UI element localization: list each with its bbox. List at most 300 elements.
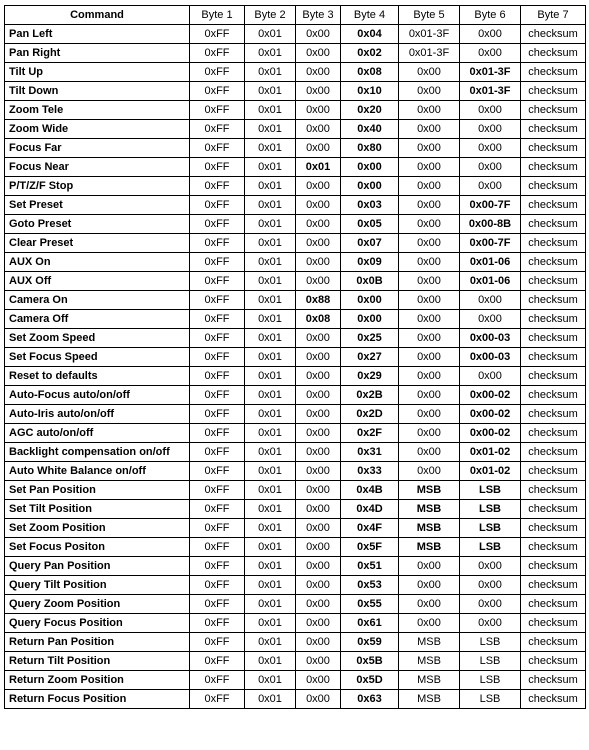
- byte-4-cell: 0x51: [341, 557, 399, 576]
- byte-4-cell: 0x00: [341, 291, 399, 310]
- table-row: [5, 462, 586, 481]
- byte-5-cell: 0x00: [399, 348, 460, 367]
- command-cell: Zoom Wide: [5, 120, 190, 139]
- byte-1-cell: 0xFF: [190, 120, 245, 139]
- byte-5-cell: 0x00: [399, 576, 460, 595]
- header-byte-2: Byte 2: [245, 6, 296, 25]
- byte-2-cell: 0x01: [245, 671, 296, 690]
- byte-6-cell: 0x00-03: [460, 348, 521, 367]
- byte-2-cell: 0x01: [245, 576, 296, 595]
- byte-6-cell: 0x00: [460, 25, 521, 44]
- byte-5-cell: 0x00: [399, 215, 460, 234]
- command-cell: AGC auto/on/off: [5, 424, 190, 443]
- command-cell: Clear Preset: [5, 234, 190, 253]
- byte-1-cell: 0xFF: [190, 63, 245, 82]
- table-row: [5, 500, 586, 519]
- byte-1-cell: 0xFF: [190, 367, 245, 386]
- table-row: [5, 82, 586, 101]
- byte-3-cell: 0x00: [296, 652, 341, 671]
- byte-2-cell: 0x01: [245, 500, 296, 519]
- byte-5-cell: MSB: [399, 671, 460, 690]
- byte-3-cell: 0x00: [296, 690, 341, 709]
- byte-5-cell: 0x00: [399, 82, 460, 101]
- byte-7-cell: checksum: [521, 633, 586, 652]
- byte-1-cell: 0xFF: [190, 462, 245, 481]
- byte-5-cell: 0x00: [399, 63, 460, 82]
- byte-6-cell: 0x00-8B: [460, 215, 521, 234]
- table-row: [5, 177, 586, 196]
- byte-2-cell: 0x01: [245, 82, 296, 101]
- byte-4-cell: 0x25: [341, 329, 399, 348]
- byte-4-cell: 0x05: [341, 215, 399, 234]
- byte-1-cell: 0xFF: [190, 500, 245, 519]
- command-cell: Return Pan Position: [5, 633, 190, 652]
- byte-3-cell: 0x01: [296, 158, 341, 177]
- command-cell: Return Focus Position: [5, 690, 190, 709]
- header-byte-7: Byte 7: [521, 6, 586, 25]
- byte-4-cell: 0x5B: [341, 652, 399, 671]
- table-row: [5, 63, 586, 82]
- table-row: [5, 443, 586, 462]
- command-cell: Set Focus Speed: [5, 348, 190, 367]
- command-cell: Query Focus Position: [5, 614, 190, 633]
- byte-7-cell: checksum: [521, 424, 586, 443]
- byte-2-cell: 0x01: [245, 234, 296, 253]
- byte-6-cell: 0x01-02: [460, 462, 521, 481]
- byte-3-cell: 0x08: [296, 310, 341, 329]
- byte-3-cell: 0x00: [296, 25, 341, 44]
- byte-4-cell: 0x80: [341, 139, 399, 158]
- table-row: [5, 348, 586, 367]
- byte-2-cell: 0x01: [245, 329, 296, 348]
- byte-1-cell: 0xFF: [190, 595, 245, 614]
- byte-7-cell: checksum: [521, 139, 586, 158]
- byte-6-cell: 0x00: [460, 101, 521, 120]
- byte-2-cell: 0x01: [245, 196, 296, 215]
- byte-2-cell: 0x01: [245, 44, 296, 63]
- table-row: [5, 538, 586, 557]
- command-cell: P/T/Z/F Stop: [5, 177, 190, 196]
- byte-5-cell: 0x00: [399, 234, 460, 253]
- command-cell: Return Tilt Position: [5, 652, 190, 671]
- byte-1-cell: 0xFF: [190, 234, 245, 253]
- byte-7-cell: checksum: [521, 576, 586, 595]
- byte-1-cell: 0xFF: [190, 614, 245, 633]
- byte-5-cell: 0x00: [399, 101, 460, 120]
- table-row: [5, 386, 586, 405]
- byte-2-cell: 0x01: [245, 215, 296, 234]
- byte-4-cell: 0x03: [341, 196, 399, 215]
- byte-3-cell: 0x00: [296, 405, 341, 424]
- command-cell: Tilt Down: [5, 82, 190, 101]
- header-command: Command: [5, 6, 190, 25]
- command-cell: Set Focus Positon: [5, 538, 190, 557]
- byte-4-cell: 0x59: [341, 633, 399, 652]
- command-cell: Set Preset: [5, 196, 190, 215]
- byte-4-cell: 0x10: [341, 82, 399, 101]
- byte-7-cell: checksum: [521, 652, 586, 671]
- byte-6-cell: LSB: [460, 652, 521, 671]
- byte-3-cell: 0x00: [296, 329, 341, 348]
- byte-7-cell: checksum: [521, 690, 586, 709]
- table-row: [5, 557, 586, 576]
- byte-5-cell: 0x00: [399, 272, 460, 291]
- byte-4-cell: 0x09: [341, 253, 399, 272]
- byte-5-cell: MSB: [399, 690, 460, 709]
- byte-4-cell: 0x4F: [341, 519, 399, 538]
- table-row: [5, 367, 586, 386]
- byte-2-cell: 0x01: [245, 177, 296, 196]
- byte-6-cell: 0x00: [460, 367, 521, 386]
- byte-1-cell: 0xFF: [190, 690, 245, 709]
- byte-3-cell: 0x00: [296, 557, 341, 576]
- byte-7-cell: checksum: [521, 44, 586, 63]
- table-row: [5, 215, 586, 234]
- header-row: [5, 6, 586, 25]
- byte-4-cell: 0x33: [341, 462, 399, 481]
- byte-4-cell: 0x00: [341, 310, 399, 329]
- byte-3-cell: 0x00: [296, 101, 341, 120]
- byte-7-cell: checksum: [521, 101, 586, 120]
- byte-7-cell: checksum: [521, 462, 586, 481]
- command-cell: Tilt Up: [5, 63, 190, 82]
- byte-3-cell: 0x00: [296, 253, 341, 272]
- byte-4-cell: 0x07: [341, 234, 399, 253]
- byte-1-cell: 0xFF: [190, 291, 245, 310]
- table-row: [5, 424, 586, 443]
- byte-2-cell: 0x01: [245, 291, 296, 310]
- byte-4-cell: 0x2D: [341, 405, 399, 424]
- byte-3-cell: 0x00: [296, 386, 341, 405]
- byte-6-cell: LSB: [460, 519, 521, 538]
- byte-2-cell: 0x01: [245, 443, 296, 462]
- byte-4-cell: 0x5D: [341, 671, 399, 690]
- byte-5-cell: 0x00: [399, 120, 460, 139]
- byte-5-cell: 0x00: [399, 462, 460, 481]
- command-cell: Auto White Balance on/off: [5, 462, 190, 481]
- byte-7-cell: checksum: [521, 443, 586, 462]
- table-row: [5, 158, 586, 177]
- byte-3-cell: 0x00: [296, 367, 341, 386]
- byte-6-cell: 0x01-06: [460, 272, 521, 291]
- byte-7-cell: checksum: [521, 614, 586, 633]
- byte-6-cell: 0x00-03: [460, 329, 521, 348]
- byte-4-cell: 0x2F: [341, 424, 399, 443]
- byte-1-cell: 0xFF: [190, 443, 245, 462]
- command-cell: Camera On: [5, 291, 190, 310]
- byte-5-cell: 0x00: [399, 367, 460, 386]
- pelco-command-table: [4, 5, 586, 709]
- byte-3-cell: 0x00: [296, 538, 341, 557]
- byte-6-cell: 0x00: [460, 177, 521, 196]
- command-cell: Goto Preset: [5, 215, 190, 234]
- byte-2-cell: 0x01: [245, 310, 296, 329]
- command-cell: Set Pan Position: [5, 481, 190, 500]
- byte-7-cell: checksum: [521, 671, 586, 690]
- byte-1-cell: 0xFF: [190, 557, 245, 576]
- byte-6-cell: LSB: [460, 633, 521, 652]
- byte-1-cell: 0xFF: [190, 215, 245, 234]
- byte-6-cell: 0x01-06: [460, 253, 521, 272]
- byte-3-cell: 0x88: [296, 291, 341, 310]
- byte-2-cell: 0x01: [245, 633, 296, 652]
- byte-7-cell: checksum: [521, 595, 586, 614]
- byte-2-cell: 0x01: [245, 614, 296, 633]
- byte-6-cell: LSB: [460, 671, 521, 690]
- header-byte-5: Byte 5: [399, 6, 460, 25]
- byte-6-cell: 0x00: [460, 120, 521, 139]
- byte-5-cell: MSB: [399, 500, 460, 519]
- header-byte-3: Byte 3: [296, 6, 341, 25]
- byte-6-cell: 0x00-02: [460, 424, 521, 443]
- command-cell: Return Zoom Position: [5, 671, 190, 690]
- byte-7-cell: checksum: [521, 177, 586, 196]
- byte-3-cell: 0x00: [296, 120, 341, 139]
- byte-3-cell: 0x00: [296, 177, 341, 196]
- byte-5-cell: 0x00: [399, 253, 460, 272]
- byte-6-cell: 0x00: [460, 310, 521, 329]
- byte-3-cell: 0x00: [296, 633, 341, 652]
- byte-3-cell: 0x00: [296, 462, 341, 481]
- byte-1-cell: 0xFF: [190, 44, 245, 63]
- byte-7-cell: checksum: [521, 519, 586, 538]
- byte-7-cell: checksum: [521, 291, 586, 310]
- byte-5-cell: 0x00: [399, 386, 460, 405]
- byte-5-cell: 0x00: [399, 595, 460, 614]
- table-row: [5, 671, 586, 690]
- byte-6-cell: LSB: [460, 500, 521, 519]
- byte-3-cell: 0x00: [296, 443, 341, 462]
- byte-1-cell: 0xFF: [190, 101, 245, 120]
- byte-1-cell: 0xFF: [190, 139, 245, 158]
- byte-4-cell: 0x02: [341, 44, 399, 63]
- byte-7-cell: checksum: [521, 348, 586, 367]
- byte-4-cell: 0x00: [341, 158, 399, 177]
- byte-3-cell: 0x00: [296, 272, 341, 291]
- byte-3-cell: 0x00: [296, 215, 341, 234]
- byte-3-cell: 0x00: [296, 481, 341, 500]
- command-cell: Focus Far: [5, 139, 190, 158]
- byte-2-cell: 0x01: [245, 386, 296, 405]
- byte-6-cell: 0x01-3F: [460, 63, 521, 82]
- command-cell: AUX Off: [5, 272, 190, 291]
- byte-7-cell: checksum: [521, 481, 586, 500]
- byte-5-cell: 0x01-3F: [399, 44, 460, 63]
- byte-3-cell: 0x00: [296, 44, 341, 63]
- byte-5-cell: 0x00: [399, 443, 460, 462]
- header-byte-4: Byte 4: [341, 6, 399, 25]
- byte-5-cell: 0x00: [399, 310, 460, 329]
- byte-4-cell: 0x31: [341, 443, 399, 462]
- byte-1-cell: 0xFF: [190, 519, 245, 538]
- command-cell: Set Zoom Position: [5, 519, 190, 538]
- byte-6-cell: 0x00: [460, 595, 521, 614]
- byte-5-cell: 0x00: [399, 557, 460, 576]
- byte-6-cell: LSB: [460, 538, 521, 557]
- byte-1-cell: 0xFF: [190, 158, 245, 177]
- byte-4-cell: 0x5F: [341, 538, 399, 557]
- byte-2-cell: 0x01: [245, 101, 296, 120]
- byte-7-cell: checksum: [521, 234, 586, 253]
- table-row: [5, 576, 586, 595]
- command-cell: Query Tilt Position: [5, 576, 190, 595]
- byte-7-cell: checksum: [521, 405, 586, 424]
- byte-3-cell: 0x00: [296, 519, 341, 538]
- byte-6-cell: 0x00-02: [460, 386, 521, 405]
- byte-1-cell: 0xFF: [190, 538, 245, 557]
- byte-7-cell: checksum: [521, 25, 586, 44]
- byte-7-cell: checksum: [521, 500, 586, 519]
- byte-7-cell: checksum: [521, 538, 586, 557]
- byte-6-cell: 0x00: [460, 44, 521, 63]
- byte-2-cell: 0x01: [245, 557, 296, 576]
- command-cell: Pan Right: [5, 44, 190, 63]
- byte-4-cell: 0x55: [341, 595, 399, 614]
- byte-4-cell: 0x0B: [341, 272, 399, 291]
- table-row: [5, 25, 586, 44]
- byte-7-cell: checksum: [521, 158, 586, 177]
- byte-4-cell: 0x00: [341, 177, 399, 196]
- byte-1-cell: 0xFF: [190, 25, 245, 44]
- byte-4-cell: 0x29: [341, 367, 399, 386]
- byte-7-cell: checksum: [521, 386, 586, 405]
- byte-6-cell: 0x00: [460, 576, 521, 595]
- byte-5-cell: MSB: [399, 633, 460, 652]
- byte-1-cell: 0xFF: [190, 576, 245, 595]
- byte-3-cell: 0x00: [296, 576, 341, 595]
- byte-5-cell: 0x00: [399, 291, 460, 310]
- header-byte-6: Byte 6: [460, 6, 521, 25]
- byte-1-cell: 0xFF: [190, 633, 245, 652]
- byte-6-cell: 0x00: [460, 139, 521, 158]
- table-row: [5, 291, 586, 310]
- command-cell: Camera Off: [5, 310, 190, 329]
- table-row: [5, 101, 586, 120]
- byte-2-cell: 0x01: [245, 63, 296, 82]
- byte-7-cell: checksum: [521, 196, 586, 215]
- byte-7-cell: checksum: [521, 215, 586, 234]
- byte-5-cell: MSB: [399, 652, 460, 671]
- byte-4-cell: 0x27: [341, 348, 399, 367]
- byte-1-cell: 0xFF: [190, 348, 245, 367]
- byte-5-cell: 0x00: [399, 196, 460, 215]
- byte-4-cell: 0x4B: [341, 481, 399, 500]
- byte-6-cell: 0x00-7F: [460, 196, 521, 215]
- byte-5-cell: 0x00: [399, 158, 460, 177]
- byte-7-cell: checksum: [521, 253, 586, 272]
- table-row: [5, 253, 586, 272]
- byte-5-cell: 0x00: [399, 177, 460, 196]
- command-cell: Zoom Tele: [5, 101, 190, 120]
- byte-6-cell: LSB: [460, 690, 521, 709]
- byte-6-cell: 0x01-02: [460, 443, 521, 462]
- command-cell: Backlight compensation on/off: [5, 443, 190, 462]
- byte-2-cell: 0x01: [245, 158, 296, 177]
- byte-6-cell: 0x00: [460, 557, 521, 576]
- byte-1-cell: 0xFF: [190, 386, 245, 405]
- table-body: [5, 25, 586, 709]
- byte-2-cell: 0x01: [245, 690, 296, 709]
- byte-2-cell: 0x01: [245, 120, 296, 139]
- byte-7-cell: checksum: [521, 557, 586, 576]
- byte-5-cell: 0x00: [399, 614, 460, 633]
- byte-4-cell: 0x4D: [341, 500, 399, 519]
- byte-2-cell: 0x01: [245, 595, 296, 614]
- byte-7-cell: checksum: [521, 310, 586, 329]
- byte-1-cell: 0xFF: [190, 481, 245, 500]
- byte-6-cell: 0x00-7F: [460, 234, 521, 253]
- byte-2-cell: 0x01: [245, 652, 296, 671]
- byte-2-cell: 0x01: [245, 367, 296, 386]
- byte-3-cell: 0x00: [296, 348, 341, 367]
- byte-6-cell: 0x00: [460, 158, 521, 177]
- table-row: [5, 633, 586, 652]
- byte-5-cell: 0x01-3F: [399, 25, 460, 44]
- table-row: [5, 690, 586, 709]
- byte-1-cell: 0xFF: [190, 405, 245, 424]
- byte-3-cell: 0x00: [296, 63, 341, 82]
- command-cell: Set Tilt Position: [5, 500, 190, 519]
- byte-6-cell: 0x00: [460, 291, 521, 310]
- byte-3-cell: 0x00: [296, 614, 341, 633]
- command-cell: AUX On: [5, 253, 190, 272]
- byte-4-cell: 0x04: [341, 25, 399, 44]
- byte-3-cell: 0x00: [296, 671, 341, 690]
- table-row: [5, 519, 586, 538]
- command-cell: Auto-Iris auto/on/off: [5, 405, 190, 424]
- byte-1-cell: 0xFF: [190, 652, 245, 671]
- byte-1-cell: 0xFF: [190, 253, 245, 272]
- byte-3-cell: 0x00: [296, 82, 341, 101]
- byte-2-cell: 0x01: [245, 253, 296, 272]
- byte-3-cell: 0x00: [296, 139, 341, 158]
- command-cell: Auto-Focus auto/on/off: [5, 386, 190, 405]
- table-row: [5, 481, 586, 500]
- byte-2-cell: 0x01: [245, 481, 296, 500]
- byte-7-cell: checksum: [521, 367, 586, 386]
- byte-1-cell: 0xFF: [190, 177, 245, 196]
- byte-7-cell: checksum: [521, 82, 586, 101]
- byte-4-cell: 0x40: [341, 120, 399, 139]
- command-cell: Focus Near: [5, 158, 190, 177]
- table-row: [5, 44, 586, 63]
- byte-4-cell: 0x63: [341, 690, 399, 709]
- table-row: [5, 120, 586, 139]
- table-row: [5, 310, 586, 329]
- byte-3-cell: 0x00: [296, 424, 341, 443]
- byte-1-cell: 0xFF: [190, 272, 245, 291]
- byte-6-cell: 0x00-02: [460, 405, 521, 424]
- table-row: [5, 196, 586, 215]
- table-row: [5, 405, 586, 424]
- byte-4-cell: 0x08: [341, 63, 399, 82]
- byte-4-cell: 0x61: [341, 614, 399, 633]
- byte-2-cell: 0x01: [245, 272, 296, 291]
- table-row: [5, 595, 586, 614]
- byte-1-cell: 0xFF: [190, 424, 245, 443]
- command-cell: Query Zoom Position: [5, 595, 190, 614]
- byte-6-cell: 0x00: [460, 614, 521, 633]
- table-row: [5, 329, 586, 348]
- byte-7-cell: checksum: [521, 63, 586, 82]
- byte-1-cell: 0xFF: [190, 671, 245, 690]
- byte-7-cell: checksum: [521, 120, 586, 139]
- byte-3-cell: 0x00: [296, 500, 341, 519]
- table-row: [5, 272, 586, 291]
- byte-3-cell: 0x00: [296, 196, 341, 215]
- byte-7-cell: checksum: [521, 329, 586, 348]
- header-byte-1: Byte 1: [190, 6, 245, 25]
